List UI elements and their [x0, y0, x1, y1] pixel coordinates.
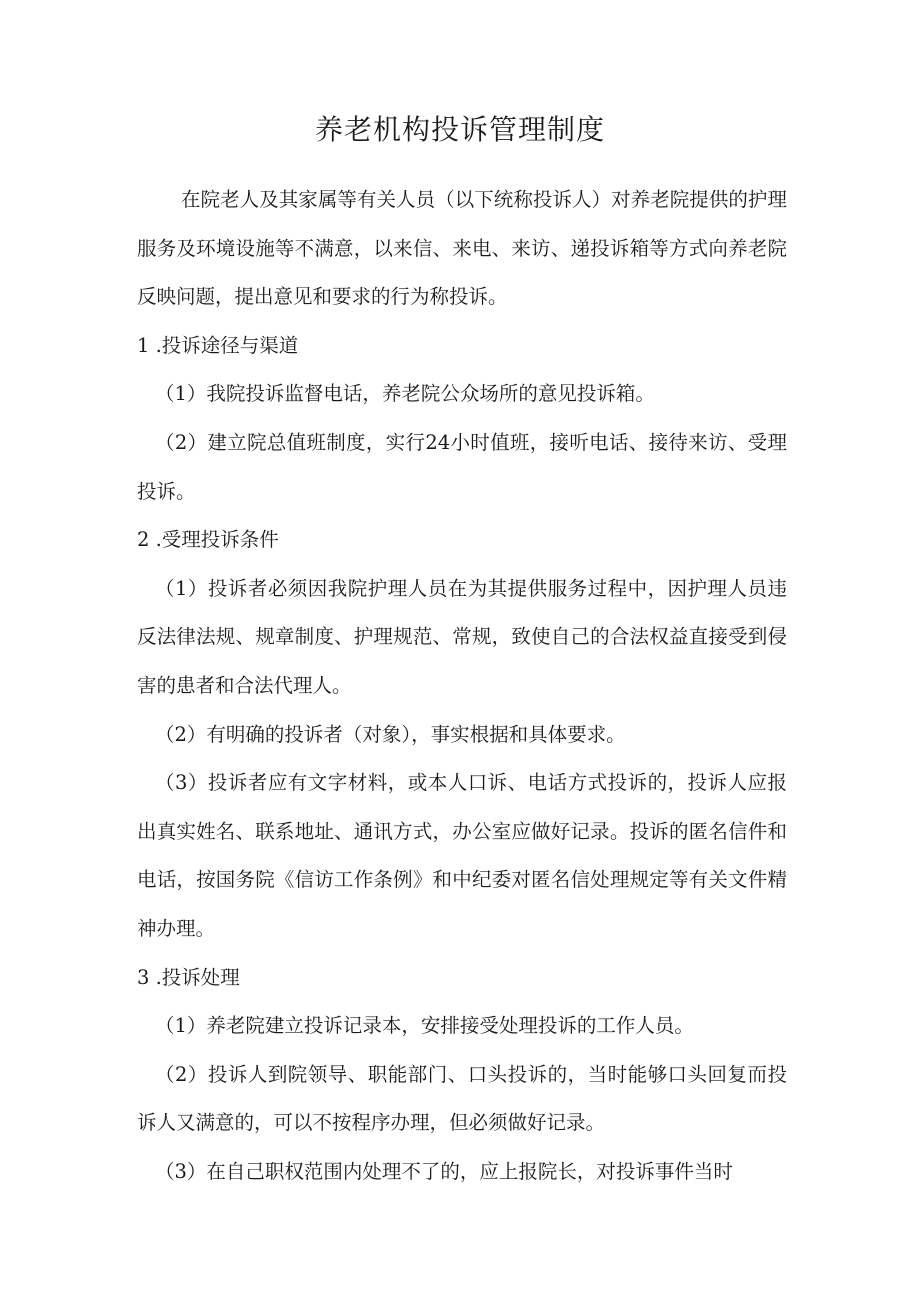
section-item: （2）有明确的投诉者（对象），事实根据和具体要求。 [155, 722, 626, 746]
section-3 [137, 954, 787, 1197]
section-item: （3）在自己职权范围内处理不了的，应上报院长，对投诉事件当时 [155, 1159, 733, 1183]
section-1 [137, 322, 787, 516]
document-body [137, 176, 787, 1196]
section-item: （3）投诉者应有文字材料，或本人口诉、电话方式投诉的，投诉人应报出真实姓名、联系地址、通讯方式，办公室应做好记录。投诉的匿名信件和电话，按国务院《信访工作条例》和中纪委对匿名信处理规定等有关文件精神办理。 [137, 771, 787, 940]
section-item: （2）投诉人到院领导、职能部门、口头投诉的，当时能够口头回复而投诉人又满意的，可以不按程序办理，但必须做好记录。 [137, 1062, 787, 1135]
section-heading: 2 .受理投诉条件 [137, 528, 279, 552]
section-item: （1）投诉者必须因我院护理人员在为其提供服务过程中，因护理人员违反法律法规、规章制度、护理规范、常规，致使自己的合法权益直接受到侵害的患者和合法代理人。 [137, 576, 787, 697]
section-item: （1）我院投诉监督电话，养老院公众场所的意见投诉箱。 [155, 382, 655, 406]
intro-paragraph: 在院老人及其家属等有关人员（以下统称投诉人）对养老院提供的护理服务及环境设施等不满意，以来信、来电、来访、递投诉箱等方式向养老院反映问题，提出意见和要求的行为称投诉。 [137, 188, 787, 309]
section-heading: 1 .投诉途径与渠道 [137, 333, 299, 357]
section-item: （2）建立院总值班制度，实行24小时值班，接听电话、接待来访、受理投诉。 [137, 430, 787, 503]
section-2 [137, 516, 787, 953]
document-title: 养老机构投诉管理制度 [314, 113, 605, 146]
section-item: （1）养老院建立投诉记录本，安排接受处理投诉的工作人员。 [155, 1014, 694, 1038]
section-heading: 3 .投诉处理 [137, 965, 240, 989]
